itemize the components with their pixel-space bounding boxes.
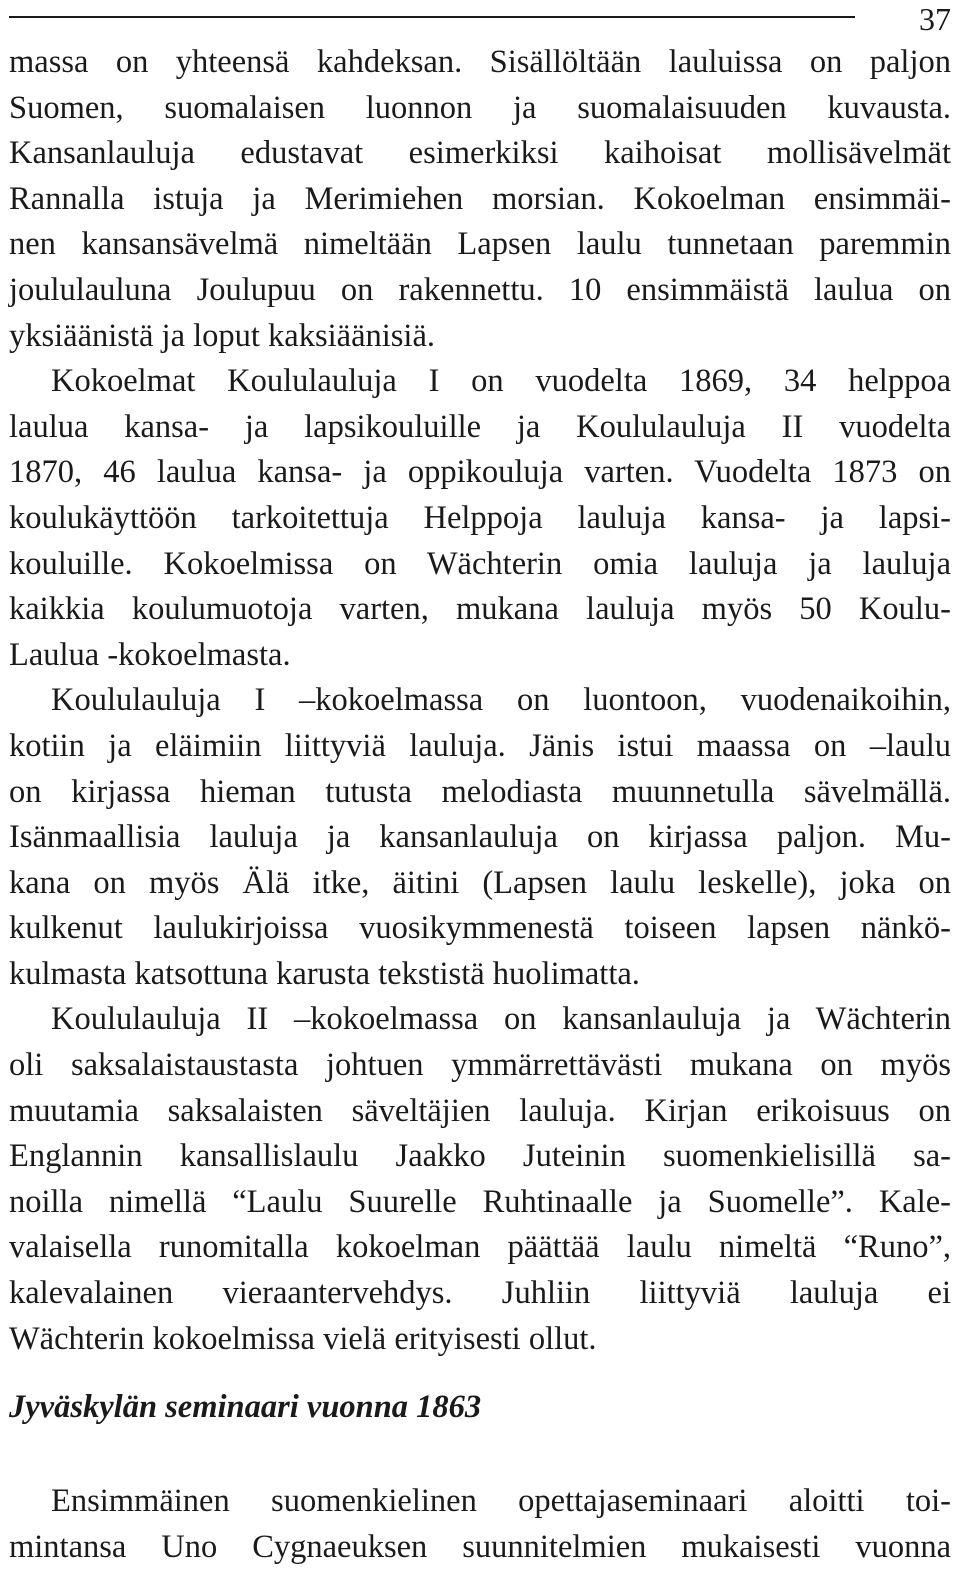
text-line: valaisella runomitalla kokoelman päättää laulu nimeltä “Runo”, [9, 1229, 951, 1266]
text-line: Laulua -kokoelmasta. [9, 636, 291, 673]
text-line: Koululauluja II –kokoelmassa on kansanlauluja ja Wächterin [51, 1001, 951, 1038]
paragraph [9, 359, 951, 678]
paragraph [9, 678, 951, 997]
text-line: kaikkia koulumuotoja varten, mukana lauluja myös 50 Koulu- [9, 591, 951, 628]
text-line: muutamia saksalaisten säveltäjien lauluja. Kirjan erikoisuus on [9, 1092, 951, 1129]
text-line: yksiäänistä ja loput kaksiäänisiä. [9, 317, 436, 354]
text-line: joululauluna Joulupuu on rakennettu. 10 ensimmäistä laulua on [9, 271, 951, 308]
text-line: koulukäyttöön tarkoitettuja Helppoja lauluja kansa- ja lapsi- [9, 499, 951, 536]
text-line: Suomen, suomalaisen luonnon ja suomalaisuuden kuvausta. [9, 89, 951, 126]
text-line: Wächterin kokoelmissa vielä erityisesti ollut. [9, 1320, 597, 1357]
header-rule [9, 16, 855, 18]
text-line: kulmasta katsottuna karusta tekstistä huolimatta. [9, 955, 640, 992]
text-line: 1870, 46 laulua kansa- ja oppikouluja varten. Vuodelta 1873 on [9, 454, 951, 491]
text-line: Englannin kansallislaulu Jaakko Juteinin suomenkielisillä sa- [9, 1138, 951, 1175]
text-line: mintansa Uno Cygnaeuksen suunnitelmien mukaisesti vuonna [9, 1528, 951, 1565]
text-line: kouluille. Kokoelmissa on Wächterin omia lauluja ja lauluja [9, 545, 951, 582]
text-line: noilla nimellä “Laulu Suurelle Ruhtinaalle ja Suomelle”. Kale- [9, 1183, 951, 1220]
text-line: oli saksalaistaustasta johtuen ymmärrettävästi mukana on myös [9, 1047, 951, 1084]
paragraph [9, 997, 951, 1362]
section-heading: Jyväskylän seminaari vuonna 1863 [9, 1389, 482, 1425]
text-line: kalevalainen vieraantervehdys. Juhliin liittyviä lauluja ei [9, 1275, 951, 1312]
text-line: Kokoelmat Koululauluja I on vuodelta 1869, 34 helppoa [51, 363, 951, 400]
page-number: 37 [919, 1, 951, 37]
text-line: Rannalla istuja ja Merimiehen morsian. Kokoelman ensimmäi- [9, 180, 951, 217]
text-line: kulkenut laulukirjoissa vuosikymmenestä toiseen lapsen nänkö- [9, 910, 951, 947]
text-line: Kansanlauluja edustavat esimerkiksi kaihoisat mollisävelmät [9, 135, 951, 172]
text-line: Koululauluja I –kokoelmassa on luontoon, vuodenaikoihin, [51, 682, 951, 719]
body-text [9, 40, 951, 1362]
section-paragraph [9, 1479, 951, 1570]
paragraph [9, 40, 951, 359]
text-line: kotiin ja eläimiin liittyviä lauluja. Jänis istui maassa on –laulu [9, 727, 951, 764]
text-line: massa on yhteensä kahdeksan. Sisällöltään lauluissa on paljon [9, 44, 951, 80]
text-line: nen kansansävelmä nimeltään Lapsen laulu tunnetaan paremmin [9, 226, 951, 263]
text-line: Isänmaallisia lauluja ja kansanlauluja on kirjassa paljon. Mu- [9, 819, 951, 856]
text-line: kana on myös Älä itke, äitini (Lapsen laulu leskelle), joka on [9, 864, 951, 901]
text-line: on kirjassa hieman tutusta melodiasta muunnetulla sävelmällä. [9, 773, 951, 810]
text-line: Ensimmäinen suomenkielinen opettajaseminaari aloitti toi- [51, 1483, 951, 1519]
text-line: laulua kansa- ja lapsikouluille ja Koululauluja II vuodelta [9, 408, 951, 445]
